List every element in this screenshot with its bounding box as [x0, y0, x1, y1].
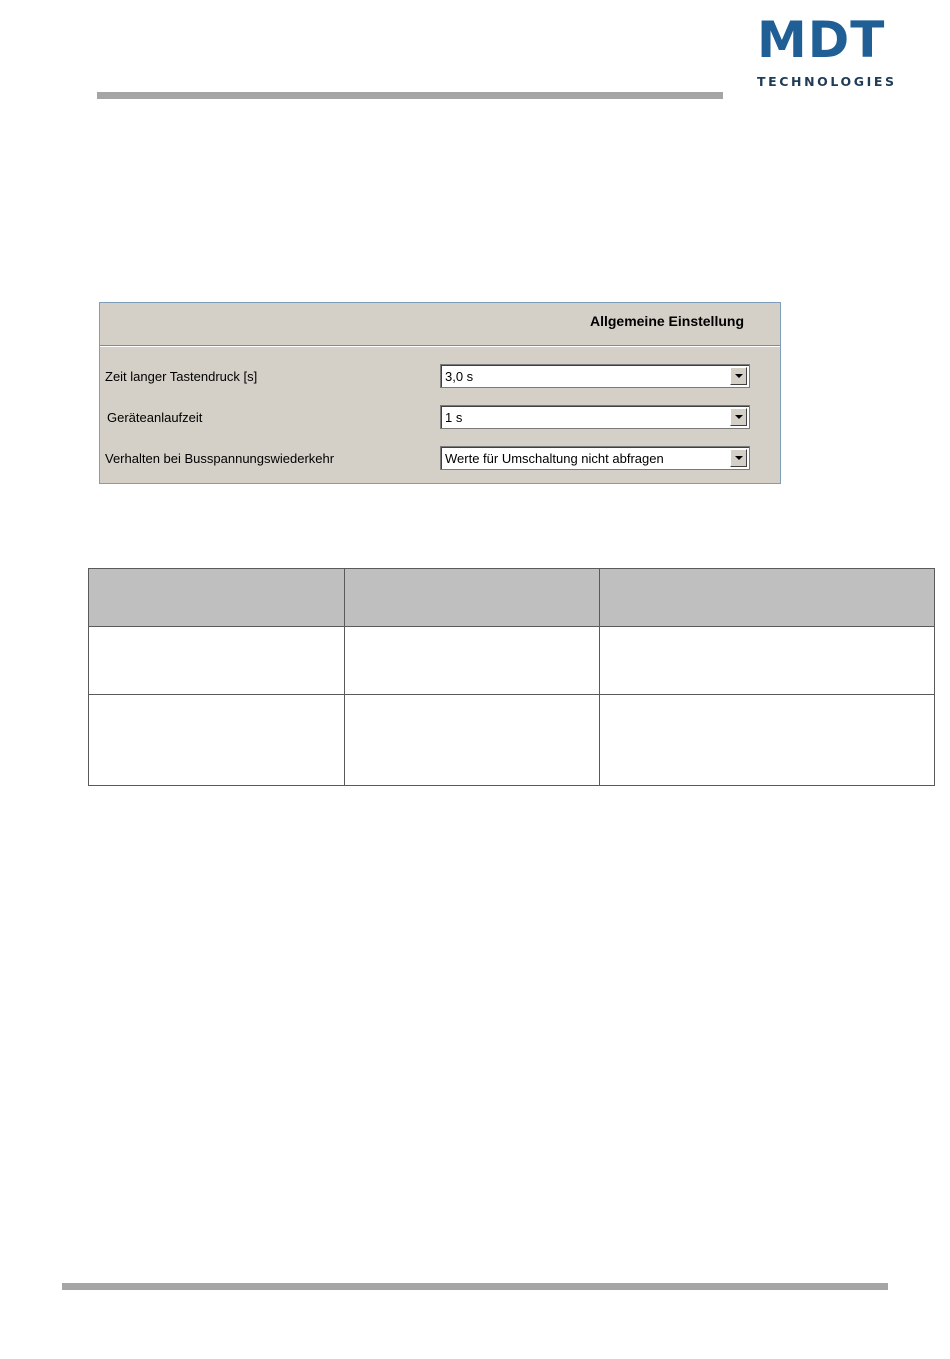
dialog-title: Allgemeine Einstellung — [589, 313, 744, 329]
parameter-table — [88, 568, 935, 786]
logo-text: MDT — [757, 11, 886, 69]
table-cell — [344, 627, 600, 695]
table-row — [89, 695, 935, 786]
logo-mark — [757, 11, 897, 69]
setting-label: Geräteanlaufzeit — [107, 410, 203, 425]
startup-time-select[interactable] — [440, 405, 750, 429]
setting-label: Verhalten bei Busspannungswiederkehr — [105, 451, 335, 466]
setting-row-startup-time — [100, 405, 780, 431]
table-cell — [89, 627, 345, 695]
settings-dialog — [99, 302, 781, 484]
dialog-header — [100, 303, 780, 346]
table-cell — [600, 695, 935, 786]
setting-label: Zeit langer Tastendruck [s] — [105, 369, 258, 384]
table-cell — [344, 695, 600, 786]
select-value: Werte für Umschaltung nicht abfragen — [445, 451, 664, 466]
chevron-down-icon[interactable] — [730, 449, 747, 467]
mdt-logo — [757, 11, 897, 90]
select-value: 1 s — [445, 410, 463, 425]
table-header-cell — [344, 569, 600, 627]
setting-row-bus-voltage-recovery — [100, 446, 780, 472]
table-cell — [89, 695, 345, 786]
setting-row-long-press — [100, 364, 780, 390]
logo-subtitle: TECHNOLOGIES — [757, 74, 897, 89]
table-cell — [600, 627, 935, 695]
table-header-row — [89, 569, 935, 627]
select-value: 3,0 s — [445, 369, 474, 384]
long-press-time-select[interactable] — [440, 364, 750, 388]
footer-rule — [62, 1283, 888, 1290]
bus-voltage-recovery-select[interactable] — [440, 446, 750, 470]
header-rule — [97, 92, 723, 99]
table-header-cell — [600, 569, 935, 627]
chevron-down-icon[interactable] — [730, 408, 747, 426]
chevron-down-icon[interactable] — [730, 367, 747, 385]
table-row — [89, 627, 935, 695]
table-header-cell — [89, 569, 345, 627]
